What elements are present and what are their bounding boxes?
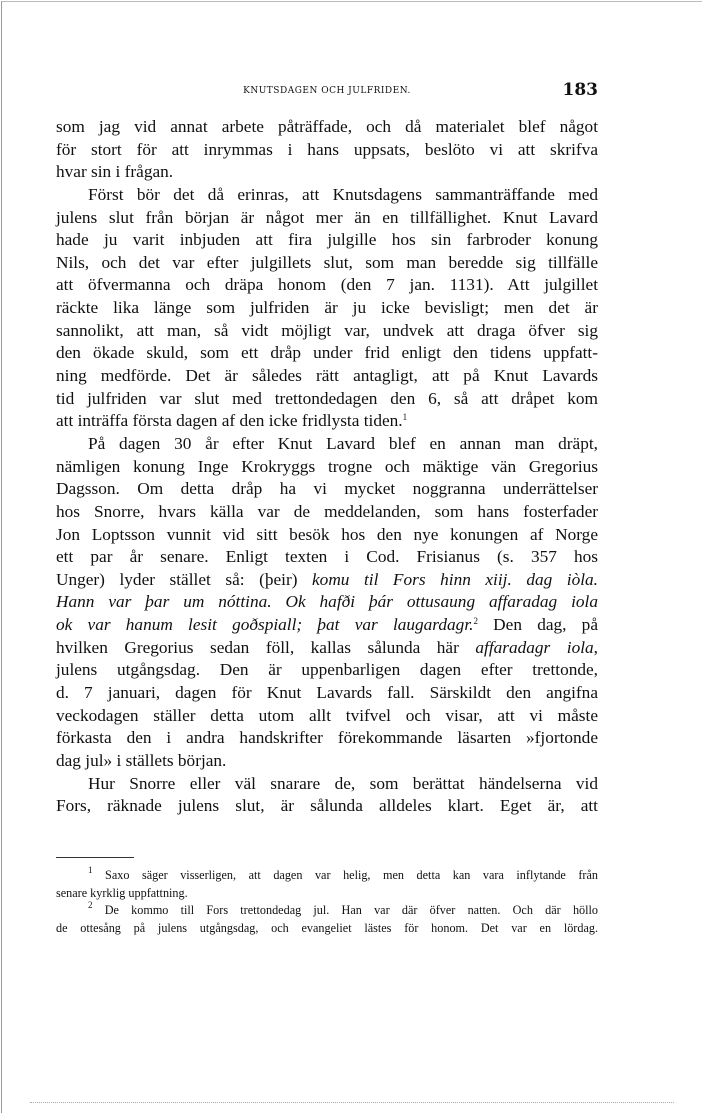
- italic-text: affaradagr iola: [475, 637, 594, 657]
- text-segment: att öfvermanna och dräpa honom (den 7 jan. 1131). Att julgillet: [56, 275, 598, 295]
- text-segment: dag jul» i ställets början.: [56, 750, 227, 770]
- text-segment: hvar sin i frågan.: [56, 162, 174, 182]
- text-segment: Jon Loptsson vunnit vid sitt besök hos den nye konungen af Norge: [56, 524, 598, 544]
- body-line: [56, 184, 598, 207]
- text-segment: räckte lika länge som julfriden är ju icke bevisligt; men det är: [56, 298, 598, 318]
- footnotes: [56, 867, 598, 937]
- body-line: [56, 297, 598, 320]
- italic-text: komu til Fors hinn xiij. dag iòla.: [312, 569, 598, 589]
- body-line: [56, 320, 598, 343]
- text-segment: hos Snorre, hvars källa var de meddelanden, som hans fosterfader: [56, 501, 598, 521]
- text-segment: för stort för att inrymmas i hans uppsats, beslöto vi att skrifva: [56, 139, 598, 159]
- body-line: [56, 388, 598, 411]
- body-line: [56, 659, 598, 682]
- body-line: [56, 139, 598, 162]
- body-line: [56, 229, 598, 252]
- body-line: [56, 705, 598, 728]
- body-line: [56, 410, 598, 433]
- body-line: [56, 116, 598, 139]
- body-text: [56, 116, 598, 818]
- text-segment: d. 7 januari, dagen för Knut Lavards fall. Särskildt den angifna: [56, 683, 598, 703]
- text-segment: Saxo säger visserligen, att dagen var helig, men detta kan vara inflytande från: [92, 868, 598, 882]
- running-title: KNUTSDAGEN OCH JULFRIDEN.: [243, 86, 411, 96]
- footnote-line: [56, 867, 598, 885]
- text-segment: De kommo till Fors trettondedag jul. Han var där öfver natten. Och där höllo: [92, 903, 598, 917]
- body-line: [56, 478, 598, 501]
- body-line: [56, 365, 598, 388]
- text-segment: tid julfriden var slut med trettondedagen den 6, så att dråpet kom: [56, 388, 598, 408]
- text-segment: som jag vid annat arbete påträffade, och då materialet blef något: [56, 117, 598, 136]
- text-segment: Dagsson. Om detta dråp ha vi mycket noggranna underrättelser: [56, 479, 598, 499]
- running-head: [56, 80, 598, 100]
- text-segment: hade ju varit inbjuden att fira julgille hos sin farbroder konung: [56, 230, 598, 250]
- text-segment: hvilken Gregorius sedan föll, kallas sålunda här: [56, 637, 476, 657]
- footnote-marker: 1: [402, 412, 408, 423]
- text-segment: förkasta den i andra handskrifter förekommande läsarten »fjortonde: [56, 728, 598, 748]
- body-line: [56, 207, 598, 230]
- text-segment: nämligen konung Inge Krokryggs trogne och mäktige vän Gregorius: [56, 456, 598, 476]
- bottom-scan-edge: [30, 1102, 674, 1103]
- body-line: [56, 773, 598, 796]
- text-segment: veckodagen ställer detta utom allt tvifvel och visar, att vi måste: [56, 705, 598, 725]
- text-segment: de ottesång på julens utgångsdag, och evangeliet lästes för honom. Det var en lördag.: [56, 920, 598, 935]
- footnote-marker: 1: [88, 865, 93, 875]
- body-line: [56, 795, 598, 818]
- body-line: [56, 614, 598, 637]
- text-segment: julens slut från början är något mer än en tillfällighet. Knut Lavard: [56, 207, 598, 227]
- footnote-line: [56, 920, 598, 938]
- body-line: [56, 274, 598, 297]
- text-segment: Fors, räknade julens slut, är sålunda alldeles klart. Eget är, att: [56, 796, 598, 816]
- footnote-line: [56, 902, 598, 920]
- body-line: [56, 456, 598, 479]
- body-line: [56, 524, 598, 547]
- text-segment: Hur Snorre eller väl snarare de, som berättat händelserna vid: [88, 773, 598, 793]
- text-segment: Unger) lyder stället så: (þeir): [56, 569, 313, 589]
- footnote-line: [56, 885, 598, 903]
- footnote-divider: [56, 857, 134, 858]
- text-segment: ning medförde. Det är således rätt antagligt, att på Knut Lavards: [56, 366, 598, 386]
- footnote-marker: 2: [473, 616, 478, 627]
- text-segment: Den dag, på: [477, 615, 598, 635]
- text-segment: den ökade skuld, som ett dråp under frid enligt den tidens uppfatt-: [56, 343, 598, 363]
- body-line: [56, 252, 598, 275]
- body-line: [56, 750, 598, 773]
- body-line: [56, 501, 598, 524]
- body-line: [56, 161, 598, 184]
- text-segment: På dagen 30 år efter Knut Lavard blef en annan man dräpt,: [88, 433, 598, 453]
- body-line: [56, 342, 598, 365]
- text-segment: Först bör det då erinras, att Knutsdagens sammanträffande med: [88, 184, 598, 204]
- text-segment: sannolikt, att man, så vidt möjligt var, undvek att draga öfver sig: [56, 320, 598, 340]
- text-segment: senare kyrklig uppfattning.: [56, 885, 188, 900]
- body-line: [56, 433, 598, 456]
- text-segment: att inträffa första dagen af den icke fridlysta tiden.: [56, 411, 403, 431]
- body-line: [56, 727, 598, 750]
- body-line: [56, 546, 598, 569]
- body-line: [56, 591, 598, 614]
- text-segment: ett par år senare. Enligt texten i Cod. Frisianus (s. 357 hos: [56, 547, 598, 567]
- text-segment: julens utgångsdag. Den är uppenbarligen dagen efter trettonde,: [56, 660, 598, 680]
- italic-text: Hann var þar um nóttina. Ok hafði þár ottusaung affaradag iola: [56, 592, 598, 612]
- body-line: [56, 569, 598, 592]
- text-segment: Nils, och det var efter julgillets slut, som man beredde sig tillfälle: [56, 252, 598, 272]
- footnote-marker: 2: [88, 900, 93, 910]
- body-line: [56, 637, 598, 660]
- body-line: [56, 682, 598, 705]
- italic-text: ok var hanum lesit goðspiall; þat var laugardagr.: [56, 615, 474, 635]
- page-number: 183: [562, 80, 598, 100]
- text-segment: ,: [593, 637, 598, 657]
